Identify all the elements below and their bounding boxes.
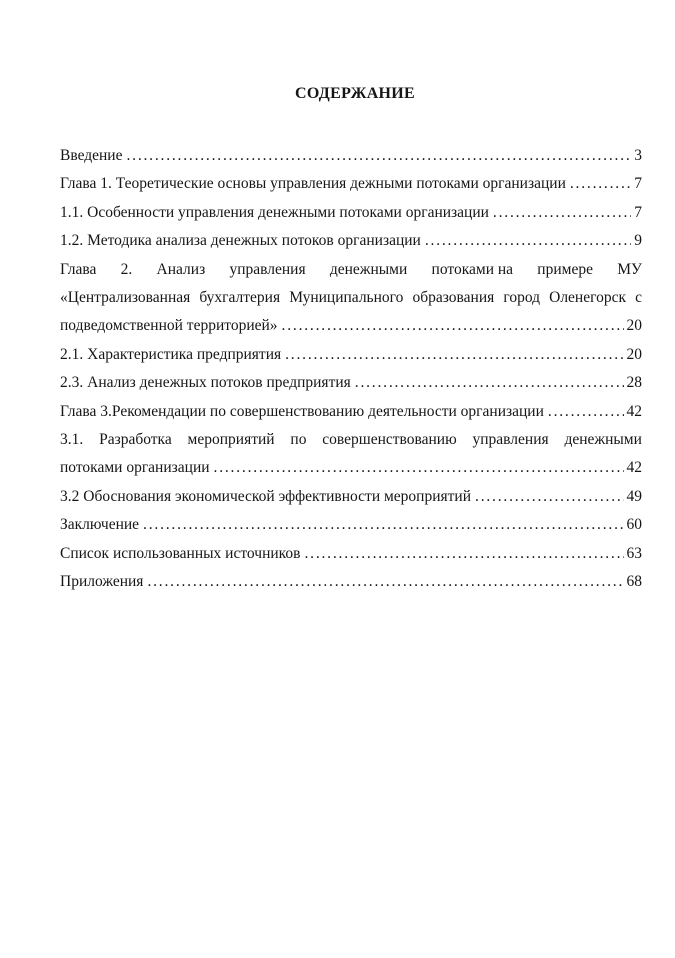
toc-entry-glava-3[interactable] (60, 398, 642, 426)
toc-entry-word: Оленегорск (549, 289, 626, 307)
toc-entry-1-2[interactable] (60, 227, 642, 255)
toc-page-number: 7 (634, 203, 642, 221)
toc-entry-3-1-line-1[interactable] (60, 426, 642, 454)
toc-entry-text: 1.1. Особенности управления денежными потоками организации (60, 203, 489, 221)
toc-entry-word: 2. (120, 260, 133, 278)
toc-entry-text: 1.2. Методика анализа денежных потоков организации (60, 232, 421, 250)
toc-entry-2-1[interactable] (60, 341, 642, 369)
toc-entry-text: Список использованных источников (60, 544, 301, 562)
dot-leader (304, 540, 623, 568)
toc-entry-3-2[interactable] (60, 483, 642, 511)
toc-page-number: 63 (626, 544, 642, 562)
toc-entry-text: подведомственной территорией» (60, 317, 278, 335)
toc-entry-text: 2.3. Анализ денежных потоков предприятия (60, 374, 351, 392)
dot-leader (147, 568, 623, 596)
toc-entry-word: 3.1. (60, 431, 84, 449)
toc-entry-word: с (635, 289, 642, 307)
toc-page-number: 20 (626, 317, 642, 335)
dot-leader (548, 398, 624, 426)
toc-page-number: 20 (626, 345, 642, 363)
dot-leader (425, 227, 631, 255)
toc-page-number: 3 (634, 147, 642, 164)
toc-entry-word: управления (472, 431, 549, 449)
dot-leader (285, 341, 623, 369)
toc-entry-1-1[interactable] (60, 199, 642, 227)
toc-entry-word: примере (537, 260, 593, 278)
toc-entry-word: по (290, 431, 307, 449)
toc-entry-3-1-line-2[interactable] (60, 454, 642, 482)
toc-entry-text: Введение (60, 147, 123, 164)
toc-entry-word: город (503, 289, 541, 307)
toc-entry-word: «Централизованная (60, 289, 191, 307)
toc-entry-word: Муниципального (289, 289, 404, 307)
table-of-contents (60, 142, 642, 597)
toc-entry-word: денежными (564, 431, 642, 449)
toc-entry-text: Заключение (60, 516, 140, 534)
toc-entry-text: Глава 1. Теоретические основы управления дежными потоками организации (60, 175, 566, 193)
toc-entry-2-3[interactable] (60, 369, 642, 397)
toc-entry-text: Глава 3.Рекомендации по совершенствованию деятельности организации (60, 402, 544, 420)
toc-entry-glava-2-line-3[interactable] (60, 312, 642, 340)
toc-entry-word: МУ (617, 260, 642, 278)
toc-entry-glava-2-line-2[interactable] (60, 284, 642, 312)
toc-page-number: 42 (626, 402, 642, 420)
toc-page-number: 9 (634, 232, 642, 250)
dot-leader (282, 312, 624, 340)
toc-entry-word: совершенствованию (322, 431, 457, 449)
toc-page-number: 28 (626, 374, 642, 392)
toc-entry-word: Анализ (156, 260, 206, 278)
toc-entry-spisok[interactable] (60, 540, 642, 568)
toc-entry-text: Приложения (60, 573, 144, 591)
toc-entry-prilozheniya[interactable] (60, 568, 642, 596)
toc-entry-word: бухгалтерия (199, 289, 281, 307)
dot-leader (570, 170, 631, 198)
toc-page-number: 7 (634, 175, 642, 193)
toc-entry-glava-1[interactable] (60, 170, 642, 198)
toc-entry-zakluchenie[interactable] (60, 511, 642, 539)
toc-entry-word: образования (412, 289, 495, 307)
toc-entry-word: Разработка (99, 431, 172, 449)
toc-entry-text: потоками организации (60, 459, 210, 477)
toc-entry-word: управления (229, 260, 306, 278)
toc-entry-word: Глава (60, 260, 97, 278)
toc-page-number: 42 (626, 459, 642, 477)
dot-leader (493, 199, 631, 227)
toc-entry-glava-2-line-1[interactable] (60, 256, 642, 284)
toc-entry-text: 3.2 Обоснования экономической эффективности мероприятий (60, 487, 472, 505)
dot-leader (126, 142, 631, 170)
dot-leader (143, 511, 623, 539)
toc-entry-vvedenie[interactable] (60, 142, 642, 170)
toc-entry-word: мероприятий (187, 431, 275, 449)
toc-entry-word: денежными (329, 260, 408, 278)
dot-leader (355, 369, 624, 397)
toc-entry-word: потоками на (431, 260, 514, 278)
dot-leader (214, 454, 624, 482)
toc-page-number: 49 (626, 487, 642, 505)
toc-entry-text: 2.1. Характеристика предприятия (60, 345, 282, 363)
toc-page-number: 60 (626, 516, 642, 534)
toc-page-number: 68 (626, 573, 642, 591)
page-title: СОДЕРЖАНИЕ (294, 85, 416, 102)
dot-leader (475, 483, 623, 511)
